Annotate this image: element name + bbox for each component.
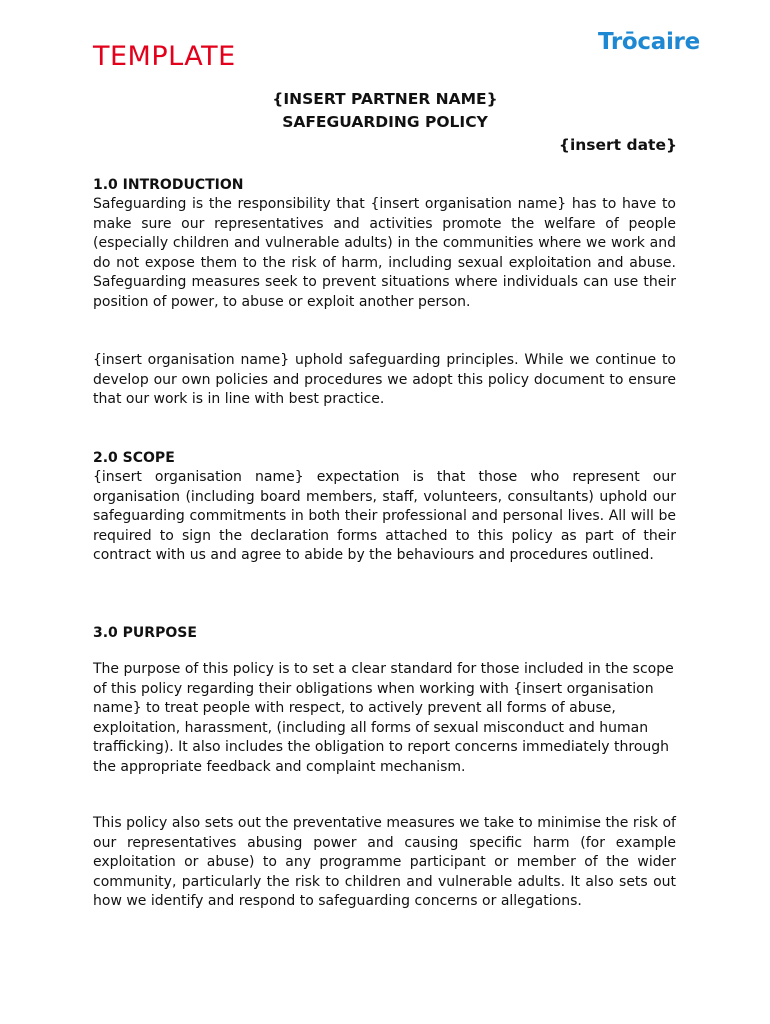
- template-label: TEMPLATE: [93, 41, 236, 72]
- scope-paragraph-1: {insert organisation name} expectation is that those who represent our organisation (including board members, staff, volunteers, consultants) uphold our safeguarding commitments in both their professional and personal lives. All will be required to sign the declaration forms attached to this policy as part of their contract with us and agree to abide by the behaviours and procedures outlined.: [93, 469, 676, 563]
- introduction-heading: 1.0 INTRODUCTION: [93, 177, 244, 193]
- purpose-heading: 3.0 PURPOSE: [93, 625, 197, 641]
- trocaire-logo: Trōcaire: [598, 29, 700, 55]
- purpose-paragraph-1: The purpose of this policy is to set a clear standard for those included in the scope of this policy regarding their obligations when working with {insert organisation name} to treat people with respect, to actively prevent all forms of abuse, exploitation, harassment, (including all forms of sexual misconduct and human trafficking). It also includes the obligation to report concerns immediately through the appropriate feedback and complaint mechanism.: [93, 661, 674, 775]
- policy-title: SAFEGUARDING POLICY: [282, 113, 488, 131]
- introduction-paragraph-2: {insert organisation name} uphold safeguarding principles. While we continue to develop our own policies and procedures we adopt this policy document to ensure that our work is in line with best practice.: [93, 352, 676, 407]
- purpose-paragraph-2: This policy also sets out the preventative measures we take to minimise the risk of our representatives abusing power and causing specific harm (for example exploitation or abuse) to any programme participant or member of the wider community, particularly the risk to children and vulnerable adults. It also sets out how we identify and respond to safeguarding concerns or allegations.: [93, 815, 676, 909]
- insert-date: {insert date}: [558, 136, 677, 154]
- introduction-paragraph-1: Safeguarding is the responsibility that {insert organisation name} has to have to make sure our representatives and activities promote the welfare of people (especially children and vulnerable adults) in the communities where we work and do not expose them to the risk of harm, including sexual exploitation and abuse. Safeguarding measures seek to prevent situations where individuals can use their position of power, to abuse or exploit another person.: [93, 196, 676, 310]
- scope-heading: 2.0 SCOPE: [93, 450, 175, 466]
- partner-name-title: {INSERT PARTNER NAME}: [272, 90, 498, 108]
